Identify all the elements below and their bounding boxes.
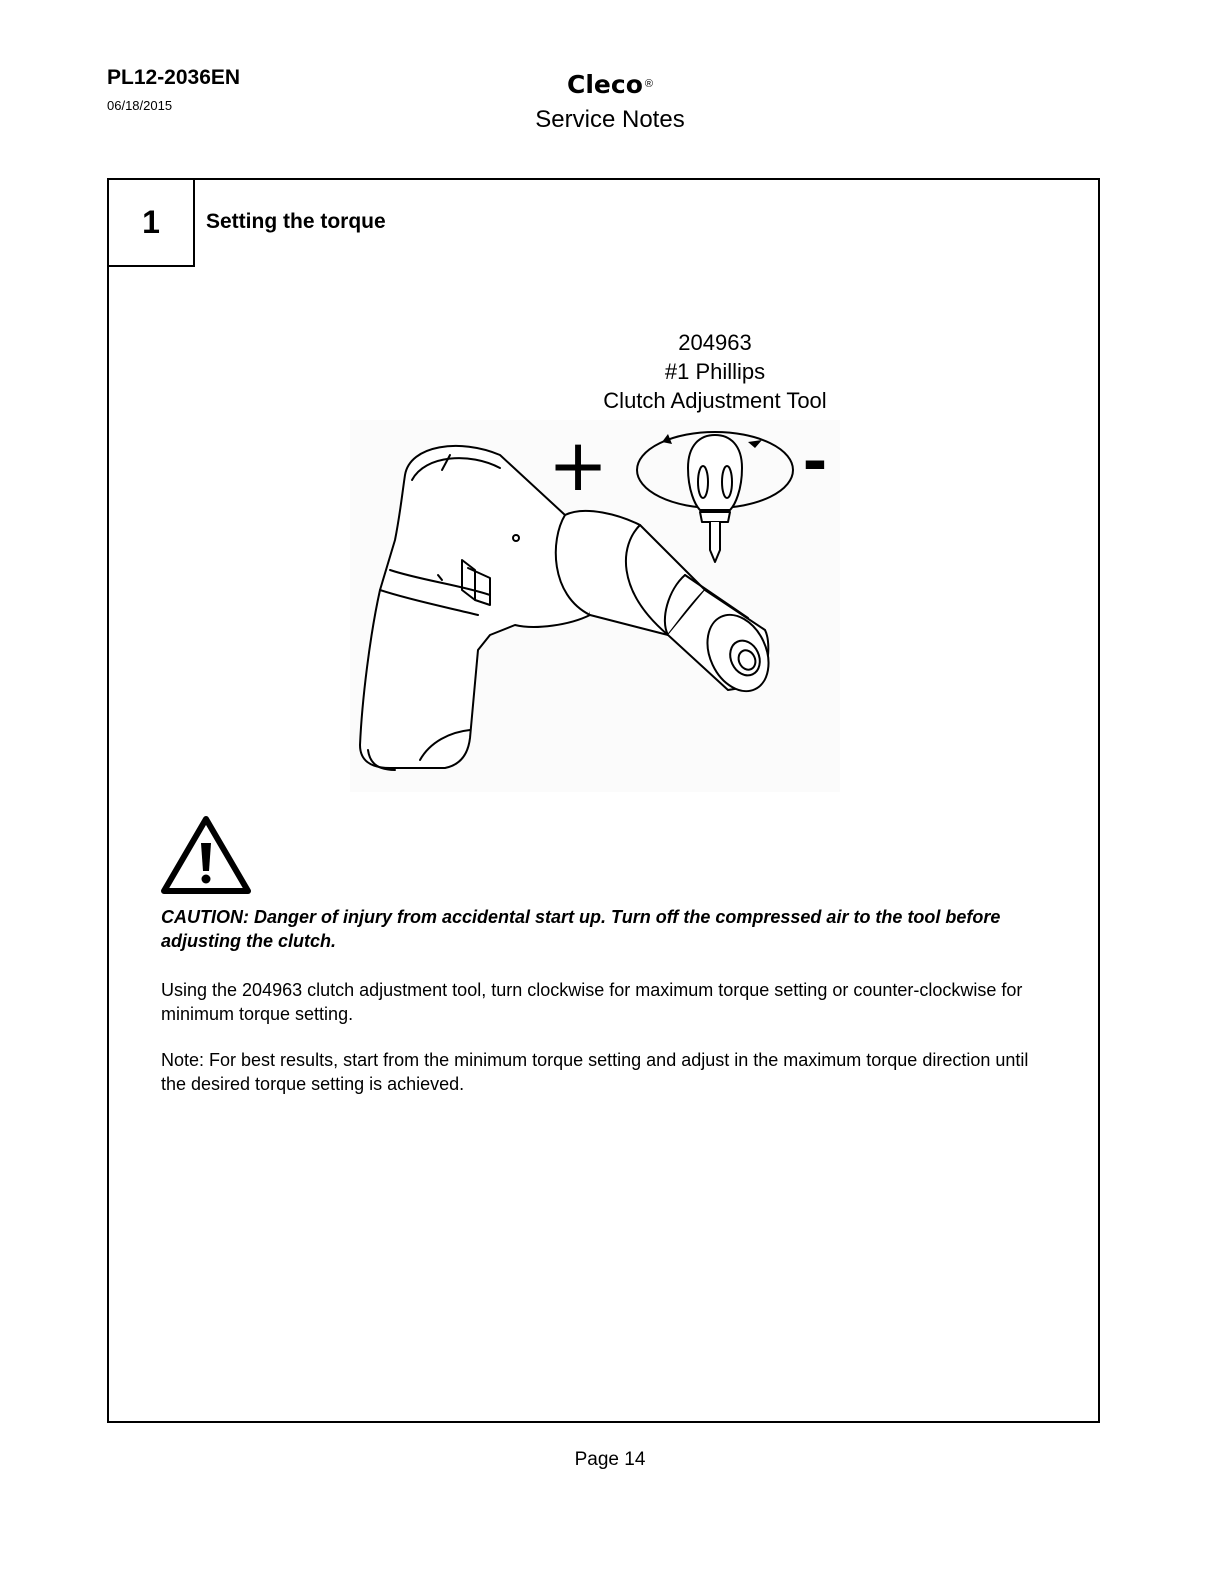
caution-text: CAUTION: Danger of injury from accidental start up. Turn off the compressed air to the tool before adjusting the clutch. (161, 907, 1001, 951)
step-title: Setting the torque (206, 210, 386, 233)
document-subtitle: Service Notes (535, 106, 685, 133)
document-id: PL12-2036EN (107, 66, 241, 89)
instruction-paragraph: Using the 204963 clutch adjustment tool, turn clockwise for maximum torque setting or counter-clockwise for minimum torque setting. (161, 980, 1023, 1024)
plus-symbol: + (547, 423, 609, 507)
brand-name: Cleco (567, 70, 643, 99)
warning-triangle-icon (160, 815, 252, 895)
step-number: 1 (109, 180, 195, 267)
page-number: Page 14 (574, 1449, 646, 1470)
brand-header (0, 70, 1220, 99)
caption-bit-type: #1 Phillips (664, 359, 766, 384)
note-paragraph: Note: For best results, start from the minimum torque setting and adjust in the maximum torque direction until the desired torque setting is achieved. (161, 1050, 1029, 1094)
registered-mark: ® (644, 77, 653, 90)
document-date: 06/18/2015 (107, 98, 173, 113)
minus-symbol: - (802, 427, 828, 497)
caption-tool-name: Clutch Adjustment Tool (603, 388, 827, 413)
tool-illustration (350, 420, 840, 792)
caption-part-number: 204963 (678, 330, 752, 355)
figure-caption (560, 328, 870, 415)
